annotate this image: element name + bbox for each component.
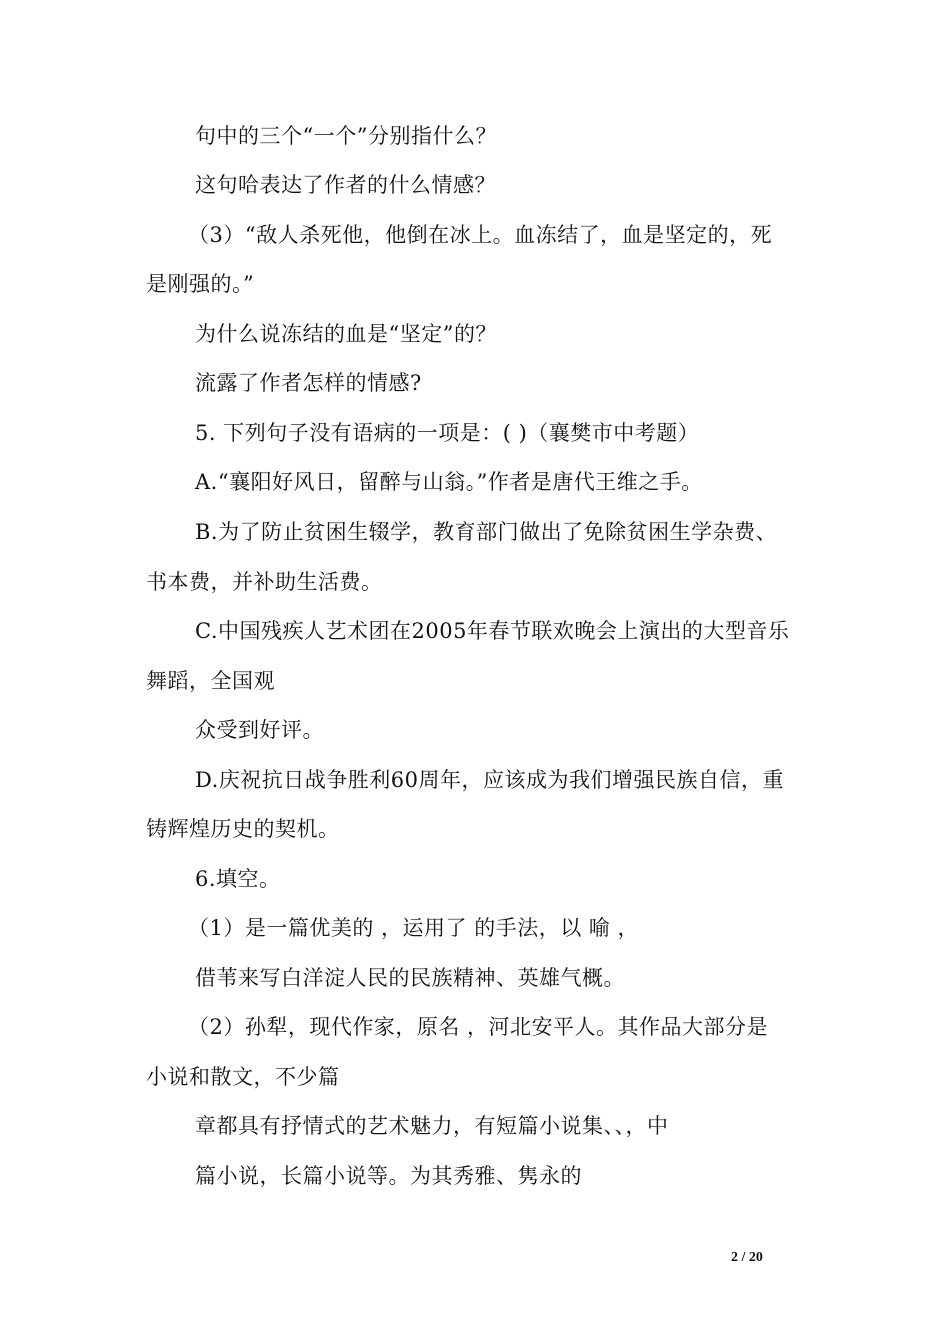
text-line: （3）“敌人杀死他，他倒在冰上。血冻结了，血是坚定的，死 <box>188 223 773 247</box>
text-line: 舞蹈，全国观 <box>146 669 275 693</box>
text-line: 这句哈表达了作者的什么情感？ <box>195 173 496 197</box>
text-line: 篇小说，长篇小说等。为其秀雅、隽永的 <box>195 1164 582 1188</box>
text-line: 小说和散文，不少篇 <box>146 1065 340 1089</box>
text-line: 章都具有抒情式的艺术魅力，有短篇小说集、、，中 <box>195 1114 669 1138</box>
text-line: （1）是一篇优美的 ，运用了 的手法，以 喻 ， <box>188 916 640 940</box>
text-line: 是刚强的。” <box>146 272 255 296</box>
text-line: 流露了作者怎样的情感? <box>195 371 422 395</box>
text-line: 书本费，并补助生活费。 <box>146 570 383 594</box>
option-b: B.为了防止贫困生辍学，教育部门做出了免除贫困生学杂费、 <box>195 520 778 544</box>
option-a: A.“襄阳好风日，留醉与山翁。”作者是唐代王维之手。 <box>195 470 703 494</box>
text-line: 众受到好评。 <box>195 718 324 742</box>
option-d: D.庆祝抗日战争胜利60周年，应该成为我们增强民族自信，重 <box>195 768 784 792</box>
question-line: 6.填空。 <box>195 867 281 891</box>
text-line: 句中的三个“一个”分别指什么？ <box>195 124 497 148</box>
page-number: 2 / 20 <box>731 1250 763 1265</box>
text-line: 借苇来写白洋淀人民的民族精神、英雄气概。 <box>195 966 625 990</box>
question-line: 5. 下列句子没有语病的一项是：( )（襄樊市中考题） <box>195 421 700 445</box>
text-line: （2）孙犁，现代作家，原名 ，河北安平人。其作品大部分是 <box>188 1015 769 1039</box>
text-line: 铸辉煌历史的契机。 <box>146 817 340 841</box>
option-c: C.中国残疾人艺术团在2005年春节联欢晚会上演出的大型音乐 <box>195 619 790 643</box>
text-line: 为什么说冻结的血是“坚定”的？ <box>195 322 497 346</box>
